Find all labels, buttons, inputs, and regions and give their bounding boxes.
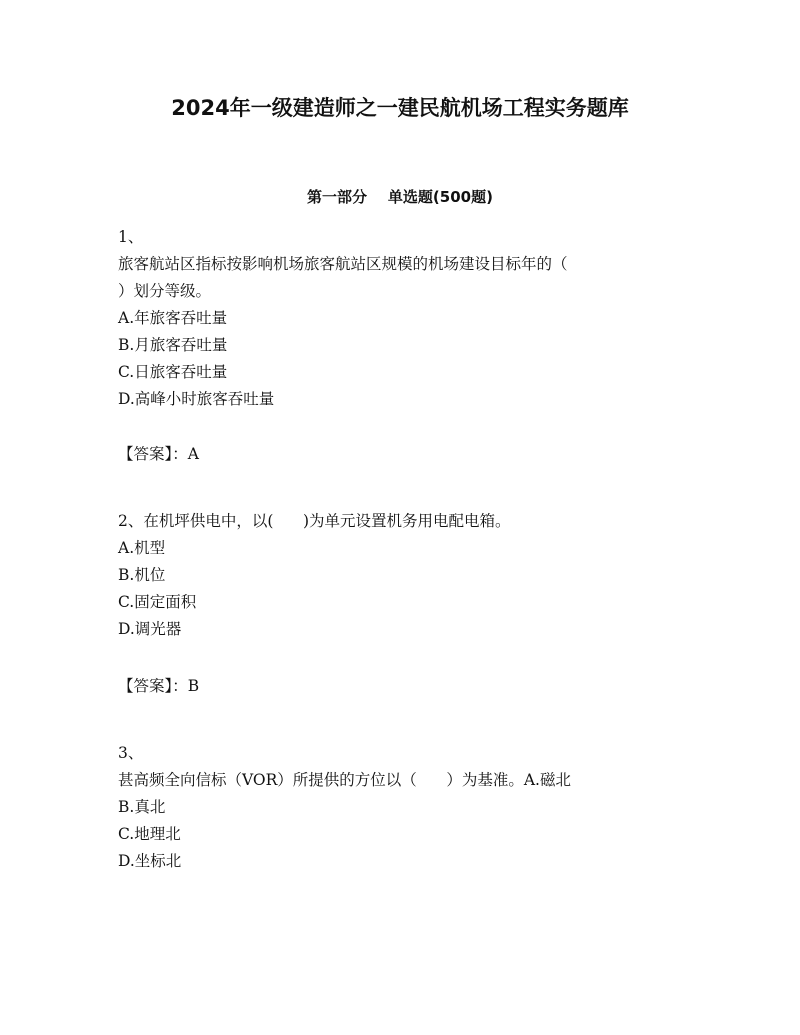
question-stem: 2、在机坪供电中，以( )为单元设置机务用电配电箱。 <box>118 512 511 530</box>
option-b: B.机位 <box>118 566 166 584</box>
option-d: D.坐标北 <box>118 852 182 870</box>
option-b: B.真北 <box>118 798 166 816</box>
option-d: D.高峰小时旅客吞吐量 <box>118 390 275 408</box>
question-number: 1、 <box>118 228 144 246</box>
question-stem: 甚高频全向信标（VOR）所提供的方位以（ ）为基准。A.磁北 <box>118 771 571 789</box>
document-title: 2024年一级建造师之一建民航机场工程实务题库 <box>171 96 629 120</box>
option-b: B.月旅客吞吐量 <box>118 336 228 354</box>
option-a: A.年旅客吞吐量 <box>118 309 228 327</box>
option-c: C.地理北 <box>118 825 181 843</box>
option-c: C.固定面积 <box>118 593 197 611</box>
question-stem: 旅客航站区指标按影响机场旅客航站区规模的机场建设目标年的（ <box>118 255 568 273</box>
option-c: C.日旅客吞吐量 <box>118 363 228 381</box>
answer: 【答案】：B <box>118 677 200 695</box>
section-title: 第一部分 单选题(500题) <box>307 188 493 206</box>
question-stem-continued: ）划分等级。 <box>118 282 212 300</box>
answer: 【答案】：A <box>118 445 199 463</box>
question-number: 3、 <box>118 744 144 762</box>
option-a: A.机型 <box>118 539 166 557</box>
option-d: D.调光器 <box>118 620 182 638</box>
